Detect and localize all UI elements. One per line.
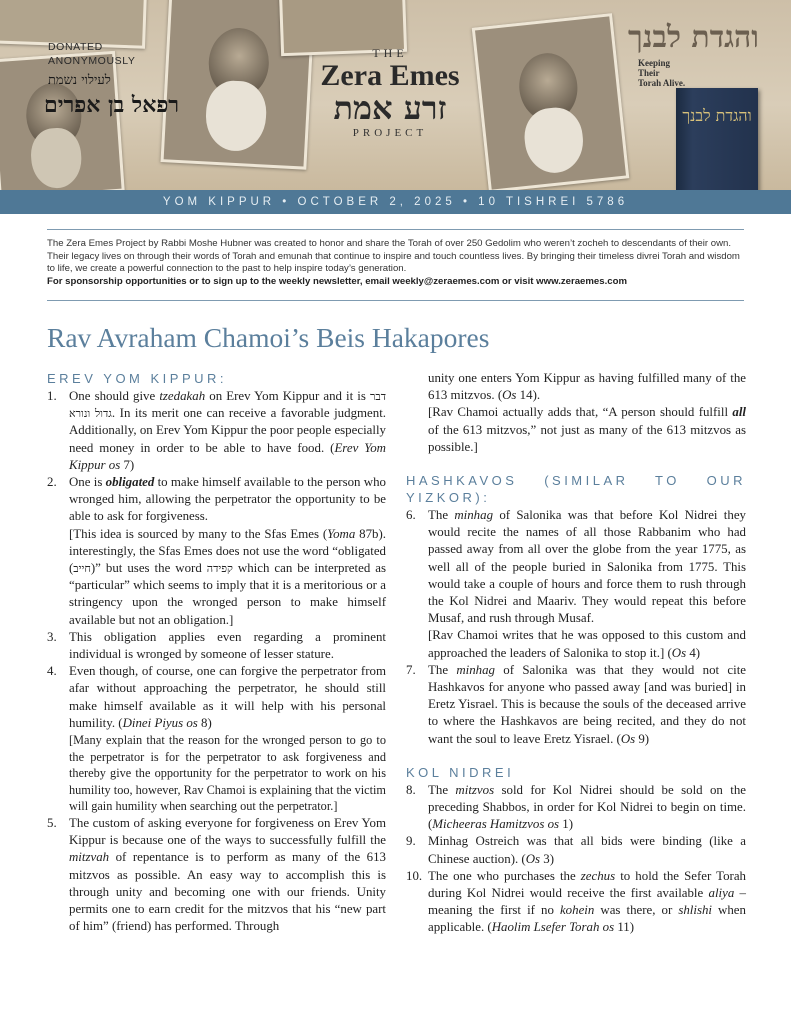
list-item: 5. The custom of asking everyone for forgiveness on Erev Yom Kippur is because one of the ways to successfully fulfill the mitzvah of repentance is to perform as many of the 613 mitzvos as possible. An easy way to accomplish this is through unity and becoming one with our friends. Unity permits one to earn credit for the mitzvos that his “new part of him” (friend) has performed. Through bbox=[47, 816, 386, 934]
item-note: [This idea is sourced by many to the Sfas Emes (Yoma 87b). interestingly, the Sfas Emes does not use the word “obligated (חייב)” but uses the word קפידה which can be interpreted as “particular” which seems to imply that it is a meritorious or a stringency upon the wronged person to make himself available but not an obligation.] bbox=[69, 526, 386, 627]
intro-paragraph: The Zera Emes Project by Rabbi Moshe Hubner was created to honor and share the Torah of over 250 Gedolim who weren’t zocheh to descendants of their own. Their legacy lives on through their words of Torah and emunah that continue to inspire and touch countless lives. By bringing their timeless divrei Torah and wisdom to life, we create a powerful connection to the past to help inspire today’s generation. bbox=[47, 238, 740, 275]
logo-project: PROJECT bbox=[352, 127, 428, 139]
right-column bbox=[406, 370, 746, 937]
background-photo bbox=[472, 13, 630, 190]
item-note: [Rav Chamoi actually adds that, “A person should fulfill all of the 613 mitzvos,” not just as many of the 613 mitzvos as possible.] bbox=[428, 405, 746, 454]
list-item: 9. Minhag Ostreich was that all bids were binding (like a Chinese auction). (Os 3) bbox=[406, 834, 746, 866]
list-item: 3. This obligation applies even regarding a prominent individual is wronged by someone of lesser stature. bbox=[47, 629, 386, 662]
intro-block bbox=[47, 238, 747, 288]
header-banner bbox=[0, 0, 791, 190]
logo-hebrew: זרע אמת bbox=[333, 89, 447, 127]
memorial-label: לעילוי נשמת bbox=[48, 73, 111, 88]
book-cover-image bbox=[676, 88, 758, 190]
sponsorship-line: For sponsorship opportunities or to sign up to the weekly newsletter, email weekly@zeraemes.com or visit www.zeraemes.com bbox=[47, 275, 627, 287]
list-item: 7. The minhag of Salonika was that they would not cite Hashkavos for anyone who passed away [and was buried] in Eretz Yisrael. This is because the souls of the deceased arrive to where the Hashkavos are being recited, and they do not want the soul to leave Eretz Yisrael. (Os 9) bbox=[406, 662, 746, 746]
page-title: Rav Avraham Chamoi’s Beis Hakapores bbox=[47, 322, 490, 353]
left-column bbox=[47, 370, 386, 935]
zera-emes-logo bbox=[295, 46, 485, 139]
divider bbox=[47, 300, 744, 301]
item-note: [Many explain that the reason for the wronged person to go to the perpetrator is for the perpetrator to ask forgiveness and thereby give the opportunity for the perpetrator to work on his humility too, however, Rav Chamoi is explaining that the victim will gain humility when searching out the perpetrator.] bbox=[69, 733, 386, 814]
memorial-name: רפאל בן אפרים bbox=[44, 92, 180, 118]
section-heading: HASHKAVOS (SIMILAR TO OUR YIZKOR): bbox=[406, 473, 746, 506]
list-item: 10. The one who purchases the zechus to hold the Sefer Torah during Kol Nidrei would receive the first available aliya – meaning the first if no kohein was there, or shlishi when applicable. (Haolim Lsefer Torah os 11) bbox=[406, 868, 747, 935]
ad-hebrew-title: והגדת לבנך bbox=[628, 20, 759, 55]
book-title: והגדת לבנך bbox=[682, 106, 752, 125]
donor-label: DONATED ANONYMOUSLY bbox=[48, 41, 136, 67]
date-band: YOM KIPPUR • OCTOBER 2, 2025 • 10 TISHREI 5786 bbox=[0, 190, 791, 214]
list-item: 6. The minhag of Salonika was that before Kol Nidrei they would recite the names of all those Rabbanim who had passed away from all over the globe from the year 1775, as well all of the people buried in Salonika from 1775. This would take a couple of hours and force them to rush through the Kol Nidrei and Maariv. They would repeat this before Musaf, and rush through Musaf. [Rav Chamoi writes that he was opposed to this custom and approached the leaders of Salonika to stop it.] (Os 4) bbox=[406, 507, 746, 662]
logo-the: THE bbox=[372, 46, 408, 60]
logo-title: Zera Emes bbox=[320, 59, 460, 92]
ad-tagline: Keeping Their Torah Alive. bbox=[638, 58, 686, 88]
list-item: 2. One is obligated to make himself available to the person who wronged him, allowing the perpetrator the opportunity to be able to ask for forgiveness. [This idea is sourced by many to the Sfas Emes (Yoma 87b). interestingly, the Sfas Emes does not use the word “obligated (חייב)” but uses the word קפידה which can be interpreted as “particular” which seems to imply that it is a meritorious or a stringency upon the wronged person to make himself available but not an obligation.] bbox=[47, 474, 386, 629]
section-heading: EREV YOM KIPPUR: bbox=[47, 371, 228, 386]
section-heading: KOL NIDREI bbox=[406, 764, 515, 780]
list-item: 8. The mitzvos sold for Kol Nidrei should be sold on the preceding Shabbos, in order for Kol Nidrei to begin on time. (Micheeras Hamitzvos os 1) bbox=[406, 782, 746, 832]
list-item-continued: unity one enters Yom Kippur as having fulfilled many of the 613 mitzvos. (Os 14). bbox=[428, 371, 746, 403]
list-item: 1. One should give tzedakah on Erev Yom Kippur and it is דבר גדול ונורא. In its merit one can receive a favorable judgment. Additionally, on Erev Yom Kippur the poor people especially need money in order to be able to have food. (Erev Yom Kippur os 7) bbox=[47, 389, 387, 472]
divider bbox=[47, 229, 744, 230]
item-note: [Rav Chamoi writes that he was opposed to this custom and approached the leaders of Salonika to stop it.] (Os 4) bbox=[428, 628, 746, 660]
list-item: 4. Even though, of course, one can forgive the perpetrator from afar without approaching the perpetrator, he should still make himself available as it will help with his personal humility. (Dinei Piyus os 8) [Many explain that the reason for the wronged person to go to the perpetrator is for the perpetrator to ask forgiveness and thereby give the opportunity for the perpetrator to work on his humility too, however, Rav Chamoi is explaining that the victim will gain humility when searching out the perpetrator.] bbox=[47, 664, 386, 814]
